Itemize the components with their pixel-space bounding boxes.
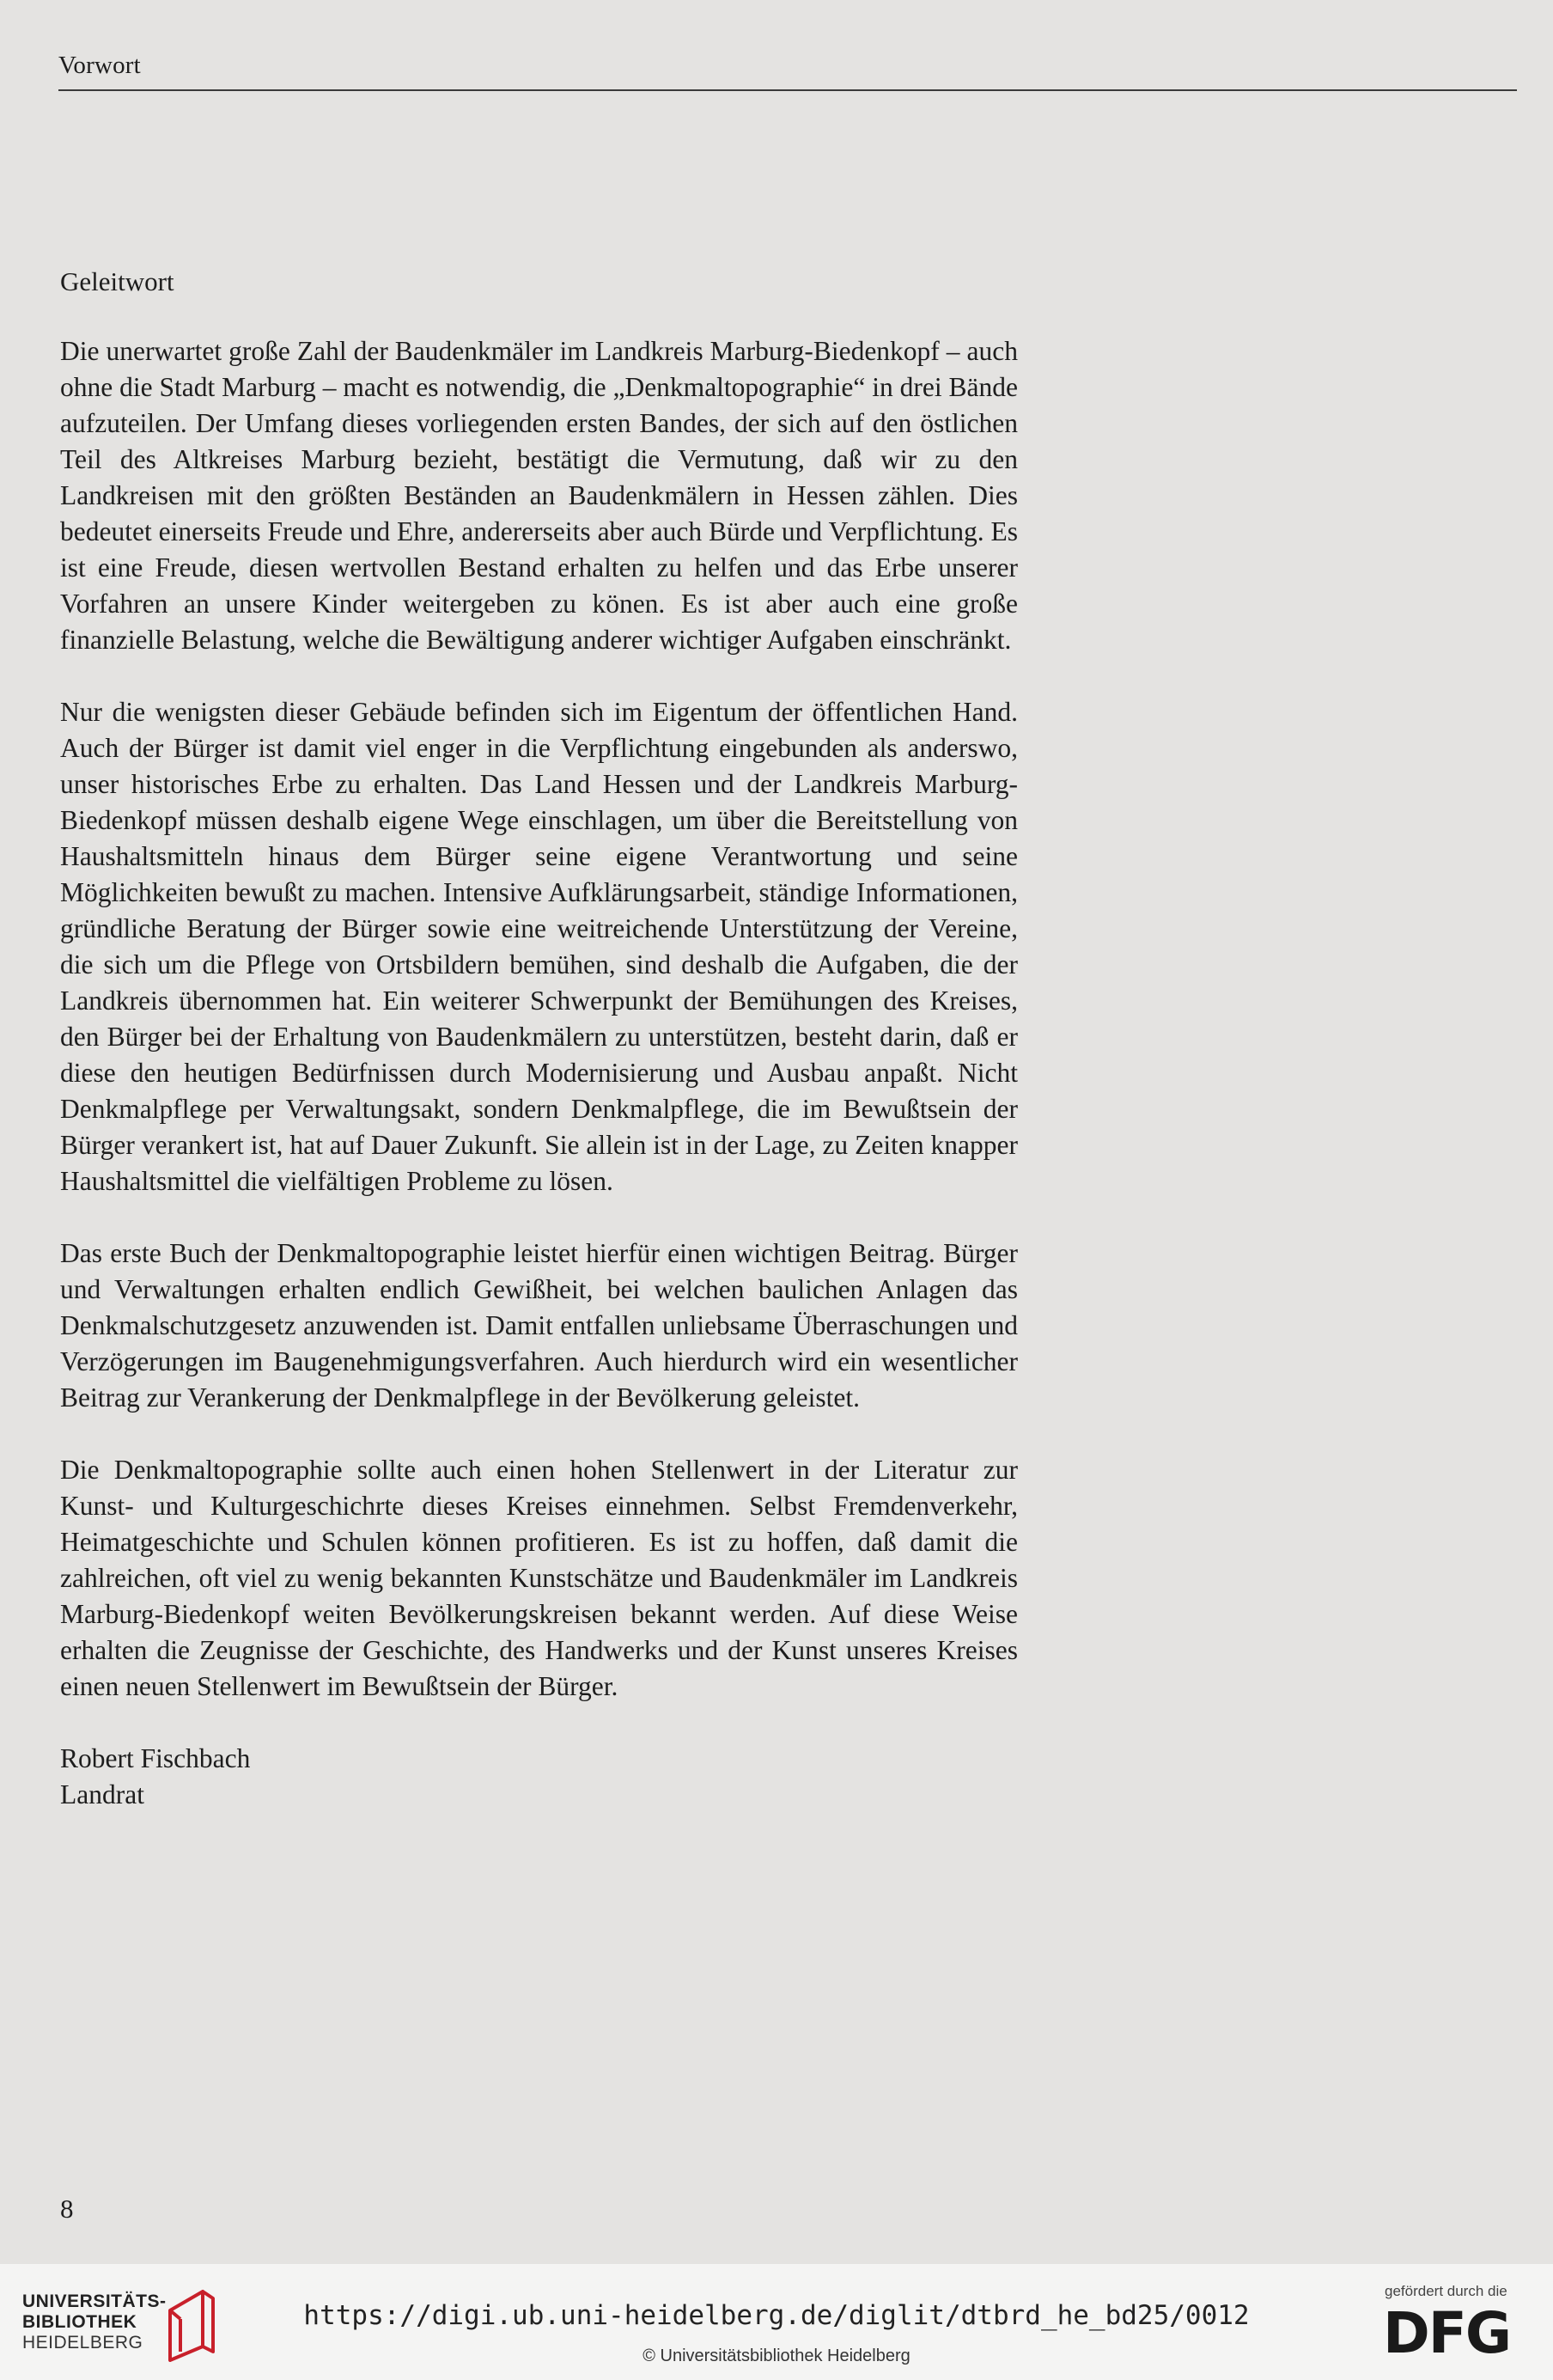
dfg-logo[interactable]: DFG [1383,2300,1511,2366]
permalink-url[interactable]: https://digi.ub.uni-heidelberg.de/diglit/dtbrd_he_bd25/0012 [303,2300,1250,2331]
library-line-1: UNIVERSITÄTS- [22,2292,167,2311]
viewer-footer [0,2264,1553,2380]
funded-by-label: gefördert durch die [1385,2283,1507,2299]
paragraph-1: Die unerwartet große Zahl der Baudenkmäler im Landkreis Marburg-Biedenkopf – auch ohne die Stadt Marburg – macht es notwendig, die „Denkmaltopographie“ in drei Bände aufzuteilen. Der Umfang dieses vorliegenden ersten Bandes, der sich auf den östlichen Teil des Altkreises Marburg bezieht, bestätigt die Vermutung, daß wir zu den Landkreisen mit den größten Beständen an Baudenkmälern in Hessen zählen. Dies bedeutet einerseits Freude und Ehre, andererseits aber auch Bürde und Verpflichtung. Es ist eine Freude, diesen wertvollen Bestand erhalten zu helfen und das Erbe unserer Vorfahren an unsere Kinder weitergeben zu könen. Es ist aber auch eine große finanzielle Belastung, welche die Bewältigung anderer wichtiger Aufgaben einschränkt. [60,336,1018,655]
signature-title: Landrat [60,1779,144,1809]
signature-block [60,1741,1018,1813]
text-body [60,266,1018,1813]
header-rule [58,89,1517,91]
paragraph-4: Die Denkmaltopographie sollte auch einen hohen Stellenwert in der Literatur zur Kunst- und Kulturgeschichrte dieses Kreises einnehmen. Selbst Fremdenverkehr, Heimatgeschichte und Schulen können profitieren. Es ist zu hoffen, daß damit die zahlreichen, oft viel zu wenig bekannten Kunstschätze und Baudenkmäler im Landkreis Marburg-Biedenkopf weiten Bevölkerungskreisen bekannt werden. Auf diese Weise erhalten die Zeugnisse der Geschichte, des Handwerks und der Kunst unseres Kreises einen neuen Stellenwert im Bewußtsein der Bürger. [60,1455,1018,1701]
running-head: Vorwort [58,52,141,79]
section-heading: Geleitwort [60,266,174,296]
signature-name: Robert Fischbach [60,1743,251,1773]
library-line-2: BIBLIOTHEK [22,2312,137,2332]
paragraph-3: Das erste Buch der Denkmaltopographie leistet hierfür einen wichtigen Beitrag. Bürger und Verwaltungen erhalten endlich Gewißheit, bei welchen baulichen Anlagen das Denkmalschutzgesetz anzuwenden ist. Damit entfallen unliebsame Überraschungen und Verzögerungen im Baugenehmigungsverfahren. Auch hierdurch wird ein wesentlicher Beitrag zur Verankerung der Denkmalpflege in der Bevölkerung geleistet. [60,1238,1018,1413]
library-line-3: HEIDELBERG [22,2333,143,2353]
copyright-notice: © Universitätsbibliothek Heidelberg [643,2346,910,2365]
paragraph-2: Nur die wenigsten dieser Gebäude befinden sich im Eigentum der öffentlichen Hand. Auch der Bürger ist damit viel enger in die Verpflichtung eingebunden als anderswo, unser historisches Erbe zu erhalten. Das Land Hessen und der Landkreis Marburg-Biedenkopf müssen deshalb eigene Wege einschlagen, um über die Bereitstellung von Haushaltsmitteln hinaus dem Bürger seine eigene Verantwortung und seine Möglichkeiten bewußt zu machen. Intensive Aufklärungsarbeit, ständige Informationen, gründliche Beratung der Bürger sowie eine weitreichende Unterstützung der Vereine, die sich um die Pflege von Ortsbildern bemühen, sind deshalb die Aufgaben, die der Landkreis übernommen hat. Ein weiterer Schwerpunkt der Bemühungen des Kreises, den Bürger bei der Erhaltung von Baudenkmälern zu unterstützen, besteht darin, daß er diese den heutigen Bedürfnissen durch Modernisierung und Ausbau anpaßt. Nicht Denkmalpflege per Verwaltungsakt, sondern Denkmalpflege, die im Bewußtsein der Bürger verankert ist, hat auf Dauer Zukunft. Sie allein ist in der Lage, zu Zeiten knapper Haushaltsmittel die vielfältigen Probleme zu lösen. [60,697,1018,1196]
page-number: 8 [60,2194,74,2224]
